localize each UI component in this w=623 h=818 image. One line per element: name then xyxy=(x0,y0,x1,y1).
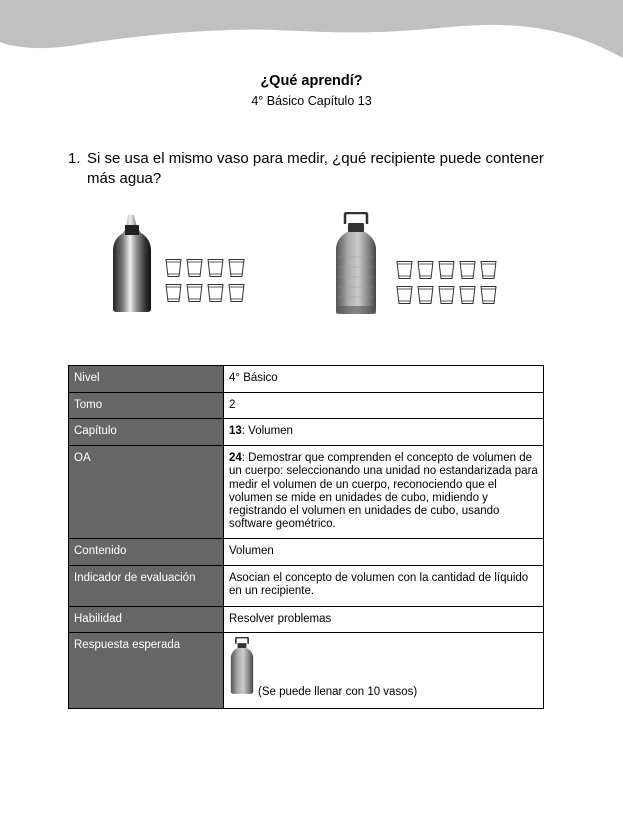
glass-icon xyxy=(480,285,497,305)
row-label: Contenido xyxy=(69,539,224,566)
oa-text: : Demostrar que comprenden el concepto de volumen de un cuerpo: seleccionando una unidad no estandarizada para medir el volumen de un cuerpo, reconociendo que el volumen se mide en unidades de cubo, midiendo y registrando el volumen en unidades de cubo, usando software geométrico. xyxy=(229,452,538,531)
table-row-respuesta xyxy=(69,633,544,709)
table-row-indicador xyxy=(69,566,544,607)
glasses-group-8 xyxy=(165,258,245,303)
oa-number: 24 xyxy=(229,452,242,464)
glass-icon xyxy=(165,283,182,303)
glass-icon xyxy=(459,285,476,305)
table-row-contenido xyxy=(69,539,544,566)
glass-icon xyxy=(417,260,434,280)
table-row-capitulo xyxy=(69,419,544,446)
row-value: 4° Básico xyxy=(224,366,544,393)
glass-icon xyxy=(228,258,245,278)
row-value: Asocian el concepto de volumen con la cantidad de líquido en un recipiente. xyxy=(224,566,544,607)
row-value: 2 xyxy=(224,393,544,419)
row-value xyxy=(224,419,544,446)
page-subtitle: 4° Básico Capítulo 13 xyxy=(251,94,372,108)
table-row-habilidad xyxy=(69,607,544,633)
row-label: Habilidad xyxy=(69,607,224,633)
question-number: 1. xyxy=(68,150,81,167)
question-1 xyxy=(68,149,558,189)
row-label: Nivel xyxy=(69,366,224,393)
chapter-number: 13 xyxy=(229,425,242,437)
glass-icon xyxy=(480,260,497,280)
glass-icon xyxy=(396,285,413,305)
page-title: ¿Qué aprendí? xyxy=(260,73,363,89)
glass-icon xyxy=(417,285,434,305)
row-label: Capítulo xyxy=(69,419,224,446)
row-value xyxy=(224,446,544,539)
table-row-nivel xyxy=(69,366,544,393)
question-text: Si se usa el mismo vaso para medir, ¿qué recipiente puede contener más agua? xyxy=(87,150,544,187)
glasses-group-10 xyxy=(396,260,497,305)
row-label: Tomo xyxy=(69,393,224,419)
answer-water-jug-image xyxy=(229,637,255,695)
glass-icon xyxy=(165,258,182,278)
glass-icon xyxy=(207,283,224,303)
row-label: Respuesta esperada xyxy=(69,633,224,709)
glass-icon xyxy=(459,260,476,280)
table-row-tomo xyxy=(69,393,544,419)
chapter-name: : Volumen xyxy=(241,425,293,437)
metal-bottle-image xyxy=(111,215,153,313)
table-row-oa xyxy=(69,446,544,539)
glass-icon xyxy=(438,260,455,280)
info-table xyxy=(68,365,544,709)
row-label: OA xyxy=(69,446,224,539)
row-value xyxy=(224,633,544,709)
glass-icon xyxy=(186,283,203,303)
glass-icon xyxy=(186,258,203,278)
glass-icon xyxy=(228,283,245,303)
row-value: Volumen xyxy=(224,539,544,566)
glass-icon xyxy=(207,258,224,278)
glass-icon xyxy=(396,260,413,280)
header-wave-decoration xyxy=(0,0,623,70)
glass-icon xyxy=(438,285,455,305)
expected-answer-text: (Se puede llenar con 10 vasos) xyxy=(258,686,418,698)
row-value: Resolver problemas xyxy=(224,607,544,633)
row-label: Indicador de evaluación xyxy=(69,566,224,607)
water-jug-image xyxy=(333,212,379,316)
